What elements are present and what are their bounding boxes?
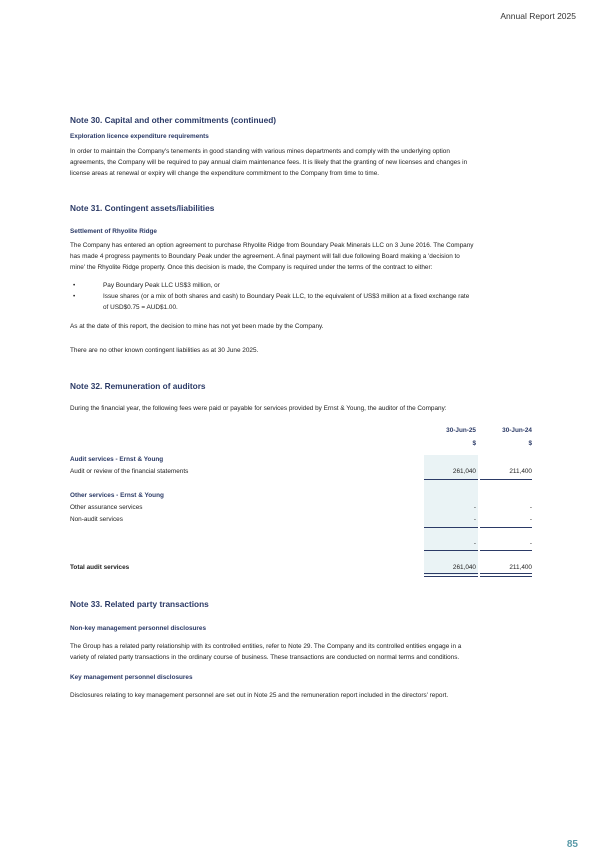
unit-label: $ <box>528 440 532 447</box>
running-header: Annual Report 2025 <box>500 11 576 21</box>
rule <box>424 550 478 551</box>
rule <box>480 550 532 551</box>
table-row <box>70 468 532 479</box>
note31-subheading: Settlement of Rhyolite Ridge <box>70 228 157 235</box>
note33-title: Note 33. Related party transactions <box>70 599 209 609</box>
table-header-row <box>70 427 532 438</box>
cell-value: - <box>473 540 476 547</box>
cell-value: - <box>473 504 476 511</box>
cell-value: - <box>529 516 532 523</box>
note32-title: Note 32. Remuneration of auditors <box>70 381 206 391</box>
unit-label: $ <box>472 440 476 447</box>
note31-title: Note 31. Contingent assets/liabilities <box>70 203 215 213</box>
bullet-text: Issue shares (or a mix of both shares and cash) to Boundary Peak LLC, to the equivalent of US$3 million at a fixed exchange rate <box>103 293 470 300</box>
note33-para2: Disclosures relating to key management personnel are set out in Note 25 and the remuneration report included in the directors' report. <box>70 692 449 699</box>
table-row <box>70 456 532 467</box>
double-rule <box>424 573 478 577</box>
rule <box>480 527 532 528</box>
text-line: has made 4 progress payments to Boundary Peak under the agreement. A final payment will fall due following Board making a 'decision to <box>70 253 460 261</box>
column-header: 30-Jun-24 <box>502 427 532 434</box>
cell-value: - <box>473 516 476 523</box>
table-row <box>70 504 532 515</box>
note33-subheading-2: Key management personnel disclosures <box>70 674 193 681</box>
note32-intro: During the financial year, the following fees were paid or payable for services provided by Ernst & Young, the auditor of the Company: <box>70 405 447 412</box>
note31-para2: As at the date of this report, the decision to mine has not yet been made by the Company. <box>70 323 324 330</box>
rule <box>424 479 478 480</box>
text-line: variety of related party transactions in the ordinary course of business. These transactions are conducted on normal terms and conditions. <box>70 654 460 662</box>
note33-subheading-1: Non-key management personnel disclosures <box>70 625 207 632</box>
row-label: Other assurance services <box>70 504 143 511</box>
row-label: Non-audit services <box>70 516 123 523</box>
text-line: The Company has entered an option agreement to purchase Rhyolite Ridge from Boundary Peak Minerals LLC on 3 June 2016. The Company <box>70 242 474 249</box>
section-label: Audit services - Ernst & Young <box>70 456 164 463</box>
cell-value: 211,400 <box>509 468 532 475</box>
row-label: Total audit services <box>70 564 130 571</box>
column-header: 30-Jun-25 <box>446 427 476 434</box>
bullet-icon: • <box>73 282 76 289</box>
bullet-text: Pay Boundary Peak LLC US$3 million, or <box>103 282 220 289</box>
note30-subheading: Exploration licence expenditure requirements <box>70 133 209 140</box>
cell-value: - <box>529 540 532 547</box>
bullet-text: of USD$0.75 = AUD$1.00. <box>103 304 178 311</box>
section-label: Other services - Ernst & Young <box>70 492 164 499</box>
note30-title: Note 30. Capital and other commitments (continued) <box>70 115 277 125</box>
cell-value: 261,040 <box>452 468 476 475</box>
note30-paragraph <box>70 146 467 180</box>
table-units-row <box>70 440 532 451</box>
note31-paragraph <box>70 240 473 274</box>
text-line: mine' the Rhyolite Ridge property. Once this decision is made, the Company is required under the terms of the contract to either: <box>70 264 433 272</box>
text-line: license areas at renewal or expiry will change the expenditure commitment to the Company from time to time. <box>70 170 380 178</box>
table-row <box>70 492 532 503</box>
page-number: 85 <box>566 839 578 850</box>
rule <box>480 479 532 480</box>
note33-para1 <box>70 641 461 663</box>
rule <box>424 527 478 528</box>
text-line: agreements, the Company will be required to pay annual claim maintenance fees. It is likely that the granting of new licenses and changes in <box>70 159 468 167</box>
cell-value: 261,040 <box>452 564 476 571</box>
row-label: Audit or review of the financial statements <box>70 468 189 475</box>
text-line: The Group has a related party relationship with its controlled entities, refer to Note 29. The Company and its controlled entities engage in a <box>70 643 462 650</box>
bullet-item <box>70 291 540 315</box>
table-row <box>70 516 532 527</box>
note31-para3: There are no other known contingent liabilities as at 30 June 2025. <box>70 347 259 354</box>
cell-value: 211,400 <box>509 564 532 571</box>
cell-value: - <box>529 504 532 511</box>
bullet-icon: • <box>73 293 76 300</box>
text-line: In order to maintain the Company's tenements in good standing with various mines departments and comply with the underlying option <box>70 148 450 155</box>
double-rule <box>480 573 532 577</box>
